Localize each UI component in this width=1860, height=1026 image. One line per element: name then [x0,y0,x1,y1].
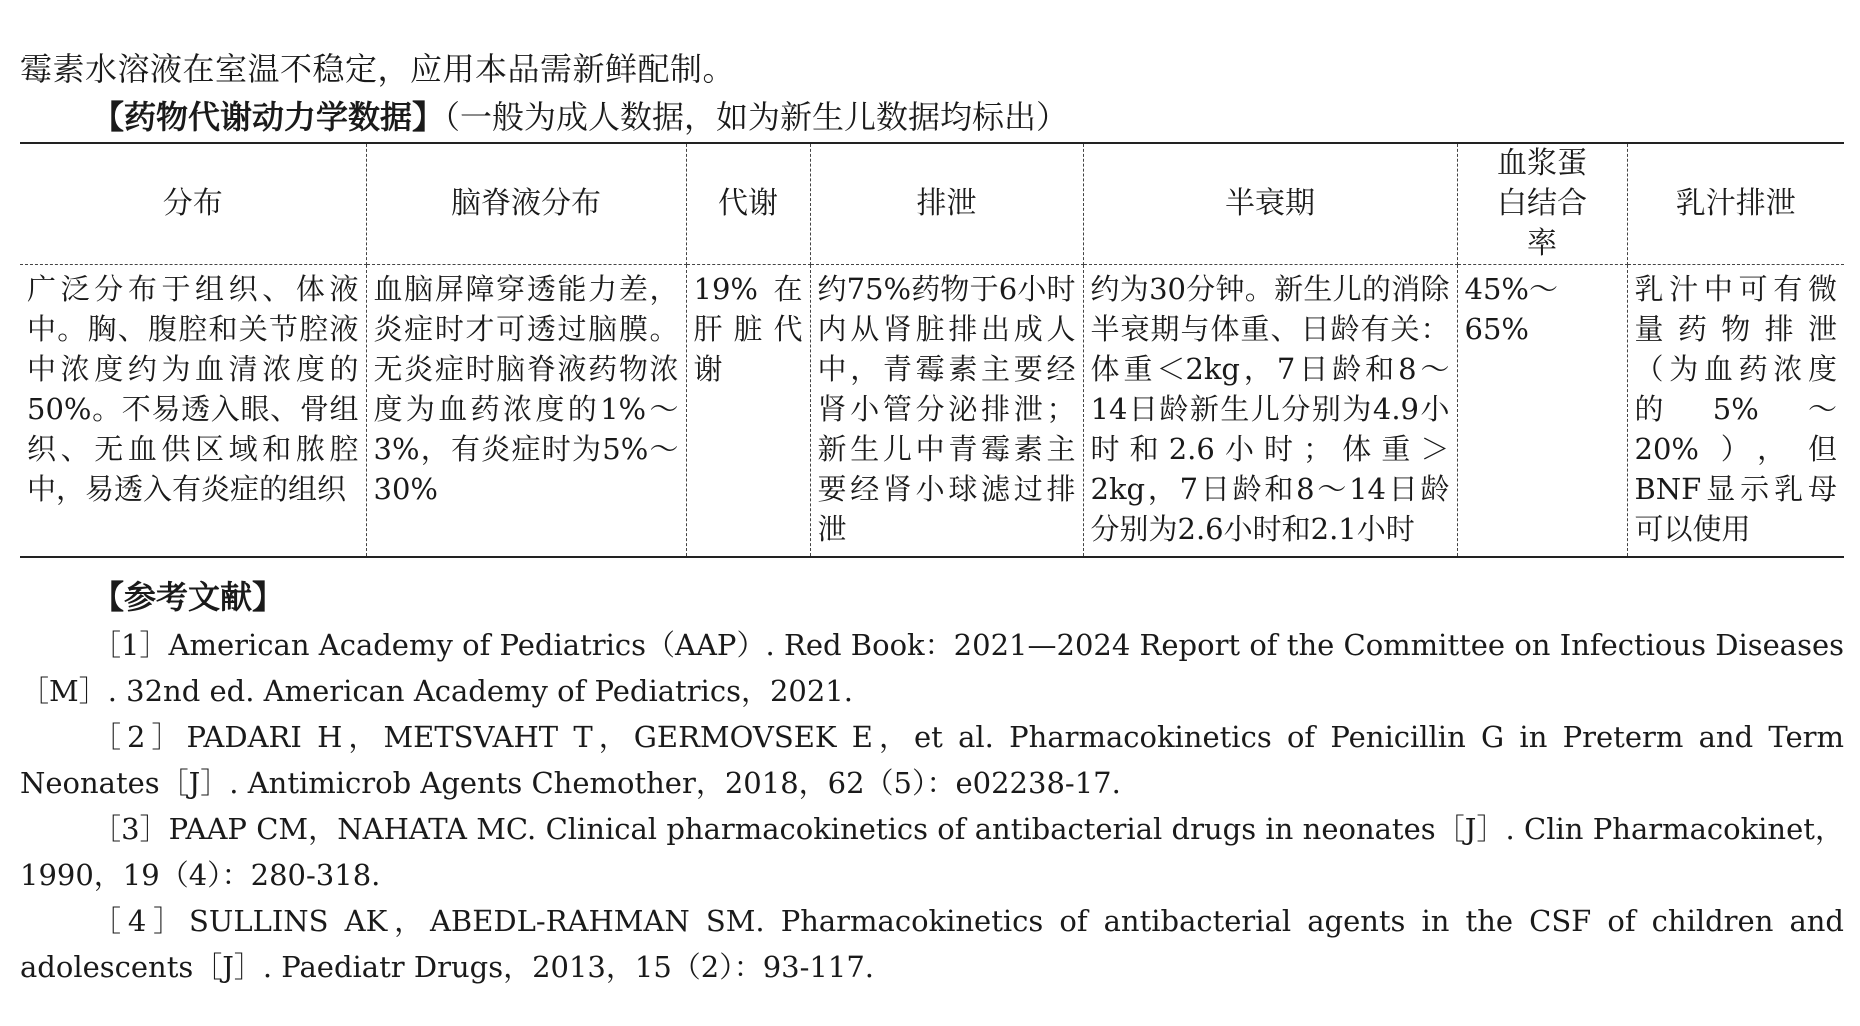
reference-item: ［1］American Academy of Pediatrics（AAP）. Red Book：2021—2024 Report of the Committee on Infectious Diseases［M］. 32nd ed. American Academy of Pediatrics，2021. [20,628,1844,708]
cell-distribution: 广泛分布于组织、体液中。胸、腹腔和关节腔液中浓度约为血清浓度的50%。不易透入眼、骨组织、无血供区域和脓腔中，易透入有炎症的组织 [20,265,366,557]
cell-protein-binding: 45%～65% [1457,265,1627,557]
cell-breast-milk: 乳汁中可有微量药物排泄（为血药浓度的5%～20%），但BNF显示乳母可以使用 [1627,265,1844,557]
header-distribution: 分布 [20,143,366,265]
table-row [20,265,1844,557]
intro-text: 霉素水溶液在室温不稳定，应用本品需新鲜配制。 [20,50,736,88]
header-protein-binding: 血浆蛋白结合率 [1457,143,1627,265]
cell-csf-distribution: 血脑屏障穿透能力差，炎症时才可透过脑膜。无炎症时脑脊液药物浓度为血药浓度的1%～3%，有炎症时为5%～30% [366,265,686,557]
header-half-life: 半衰期 [1083,143,1457,265]
references-section [20,572,1844,990]
pk-table-header-row [20,143,1844,265]
header-breast-milk: 乳汁排泄 [1627,143,1844,265]
reference-item: ［4］SULLINS AK，ABEDL-RAHMAN SM. Pharmacokinetics of antibacterial agents in the CSF of children and adolescents［J］. Paediatr Drugs，2013，15（2）：93-117. [20,904,1844,984]
reference-item: ［2］PADARI H，METSVAHT T，GERMOVSEK E，et al. Pharmacokinetics of Penicillin G in Preterm and Term Neonates［J］. Antimicrob Agents Chemother，2018，62（5）：e02238-17. [20,720,1844,800]
pk-section-heading [92,92,1068,138]
pk-heading-title: 【药物代谢动力学数据】 [92,98,445,136]
cell-metabolism: 19%在肝脏代谢 [686,265,810,557]
reference-item: ［3］PAAP CM，NAHATA MC. Clinical pharmacokinetics of antibacterial drugs in neonates［J］. Clin Pharmacokinet，1990，19（4）：280-318. [20,812,1844,892]
cell-half-life: 约为30分钟。新生儿的消除半衰期与体重、日龄有关：体重＜2kg，7日龄和8～14日龄新生儿分别为4.9小时和2.6小时；体重＞2kg，7日龄和8～14日龄分别为2.6小时和2.1小时 [1083,265,1457,557]
references-title: 【参考文献】 [92,578,285,616]
header-metabolism: 代谢 [686,143,810,265]
pk-table [20,142,1844,558]
header-csf-distribution: 脑脊液分布 [366,143,686,265]
pk-heading-note: （一般为成人数据，如为新生儿数据均标出） [444,98,1069,136]
header-excretion: 排泄 [810,143,1083,265]
cell-excretion: 约75%药物于6小时内从肾脏排出成人中，青霉素主要经肾小管分泌排泄；新生儿中青霉素主要经肾小球滤过排泄 [810,265,1083,557]
